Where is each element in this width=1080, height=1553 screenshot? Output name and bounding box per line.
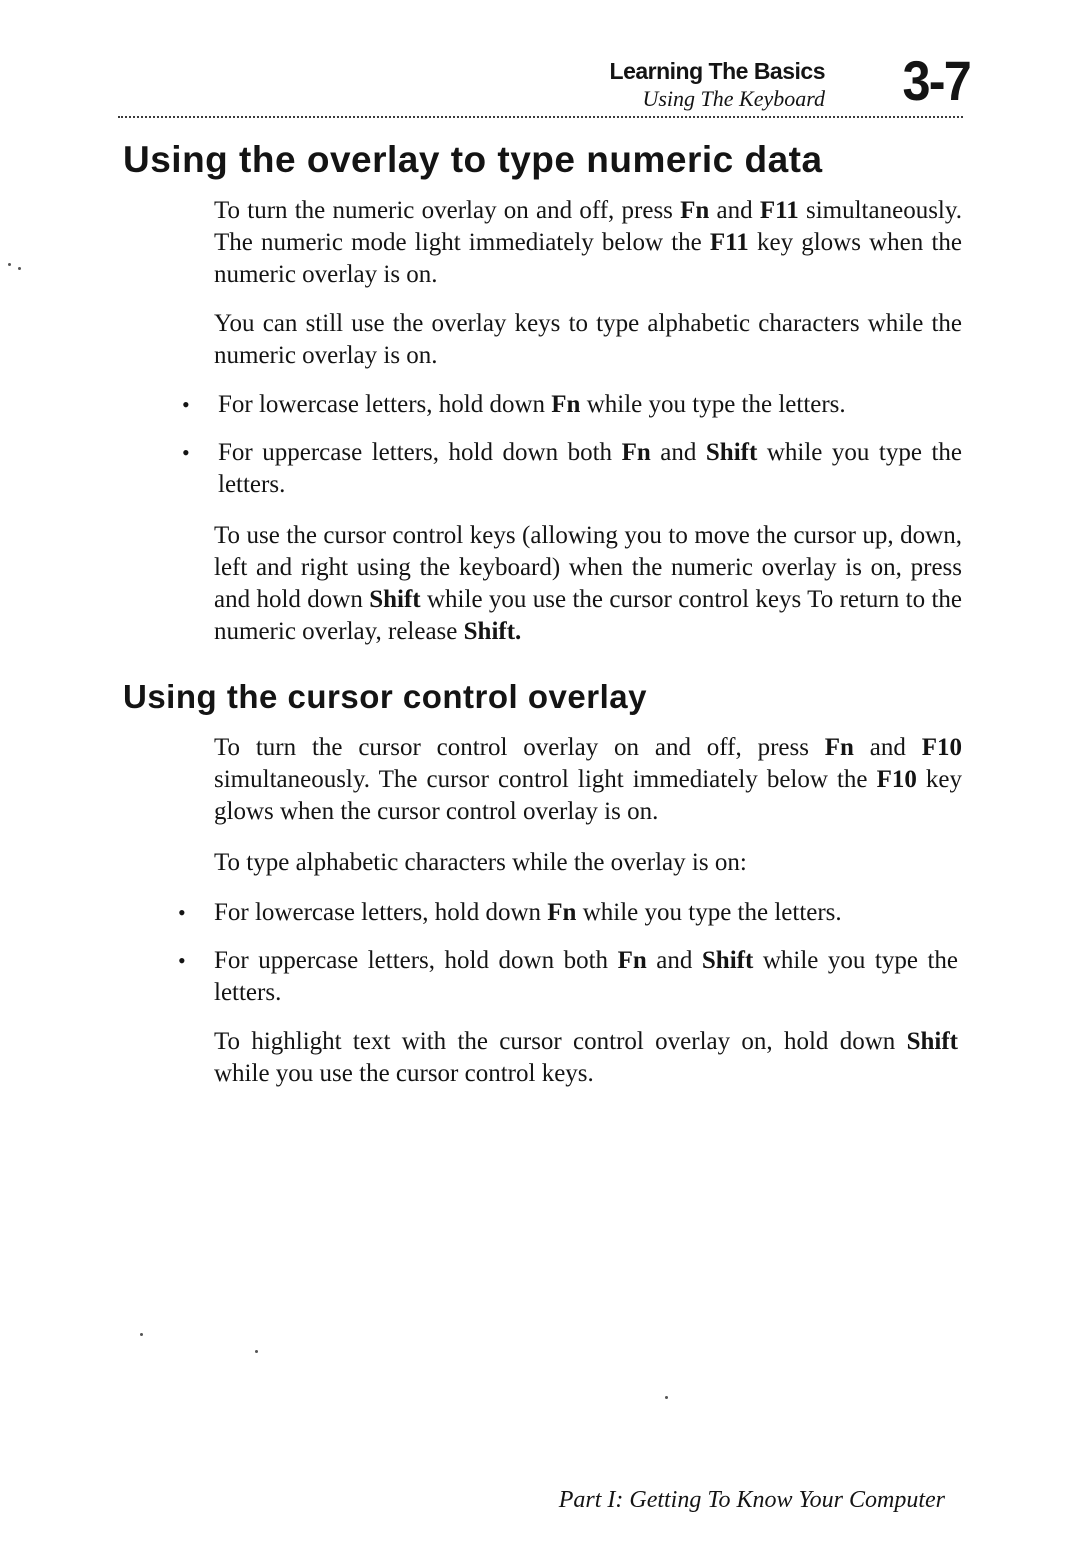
key-f10: F10 — [876, 766, 917, 793]
key-shift: Shift. — [463, 618, 522, 645]
scan-speck — [255, 1350, 258, 1353]
bullet-icon: • — [182, 440, 190, 465]
header-text — [610, 56, 825, 112]
section-heading-numeric-overlay: Using the overlay to type numeric data — [123, 139, 823, 180]
page-number: 3-7 — [902, 49, 970, 112]
bullet-icon: • — [178, 948, 186, 973]
key-fn: Fn — [621, 439, 651, 466]
scan-speck — [665, 1396, 668, 1399]
key-f11: F11 — [709, 229, 749, 256]
paragraph-cursor-intro: To turn the cursor control overlay on and off, press Fn and F10 simultaneously. The cursor control light immediately below the F10 key glows when the cursor control overlay is on. — [214, 734, 962, 825]
key-shift: Shift — [906, 1028, 958, 1055]
key-shift: Shift — [705, 439, 758, 466]
section-heading-cursor-overlay: Using the cursor control overlay — [123, 678, 647, 715]
running-header — [0, 0, 1080, 125]
key-fn: Fn — [824, 734, 854, 761]
header-rule — [118, 116, 963, 118]
paragraph-numeric-cursor-keys: To use the cursor control keys (allowing you to move the cursor up, down, left and right using the keyboard) when the numeric overlay is on, press and hold down Shift while you use the cursor control keys To return to the numeric overlay, release Shift. — [214, 522, 962, 645]
bullet-icon: • — [178, 900, 186, 925]
scan-speck — [18, 267, 21, 270]
paragraph-numeric-intro: To turn the numeric overlay on and off, press Fn and F11 simultaneously. The numeric mode light immediately below the F11 key glows when the numeric overlay is on. — [214, 197, 962, 288]
paragraph-cursor-alpha: To type alphabetic characters while the overlay is on: — [214, 849, 747, 876]
key-fn: Fn — [680, 197, 710, 224]
scan-speck — [140, 1333, 143, 1336]
key-shift: Shift — [701, 947, 754, 974]
key-shift: Shift — [369, 586, 421, 613]
key-fn: Fn — [617, 947, 647, 974]
bullet-icon: • — [182, 392, 190, 417]
key-f11: F11 — [759, 197, 799, 224]
paragraph-numeric-alpha: You can still use the overlay keys to type alphabetic characters while the numeric overlay is on. — [214, 310, 962, 369]
paragraph-cursor-highlight: To highlight text with the cursor control overlay on, hold down Shift while you use the cursor control keys. — [214, 1028, 958, 1087]
key-fn: Fn — [551, 391, 581, 418]
header-title: Learning The Basics — [609, 58, 825, 84]
key-fn: Fn — [547, 899, 577, 926]
page-footer: Part I: Getting To Know Your Computer — [558, 1487, 945, 1513]
scan-speck — [8, 263, 11, 266]
header-subtitle: Using The Keyboard — [642, 86, 825, 111]
key-f10: F10 — [921, 734, 962, 761]
